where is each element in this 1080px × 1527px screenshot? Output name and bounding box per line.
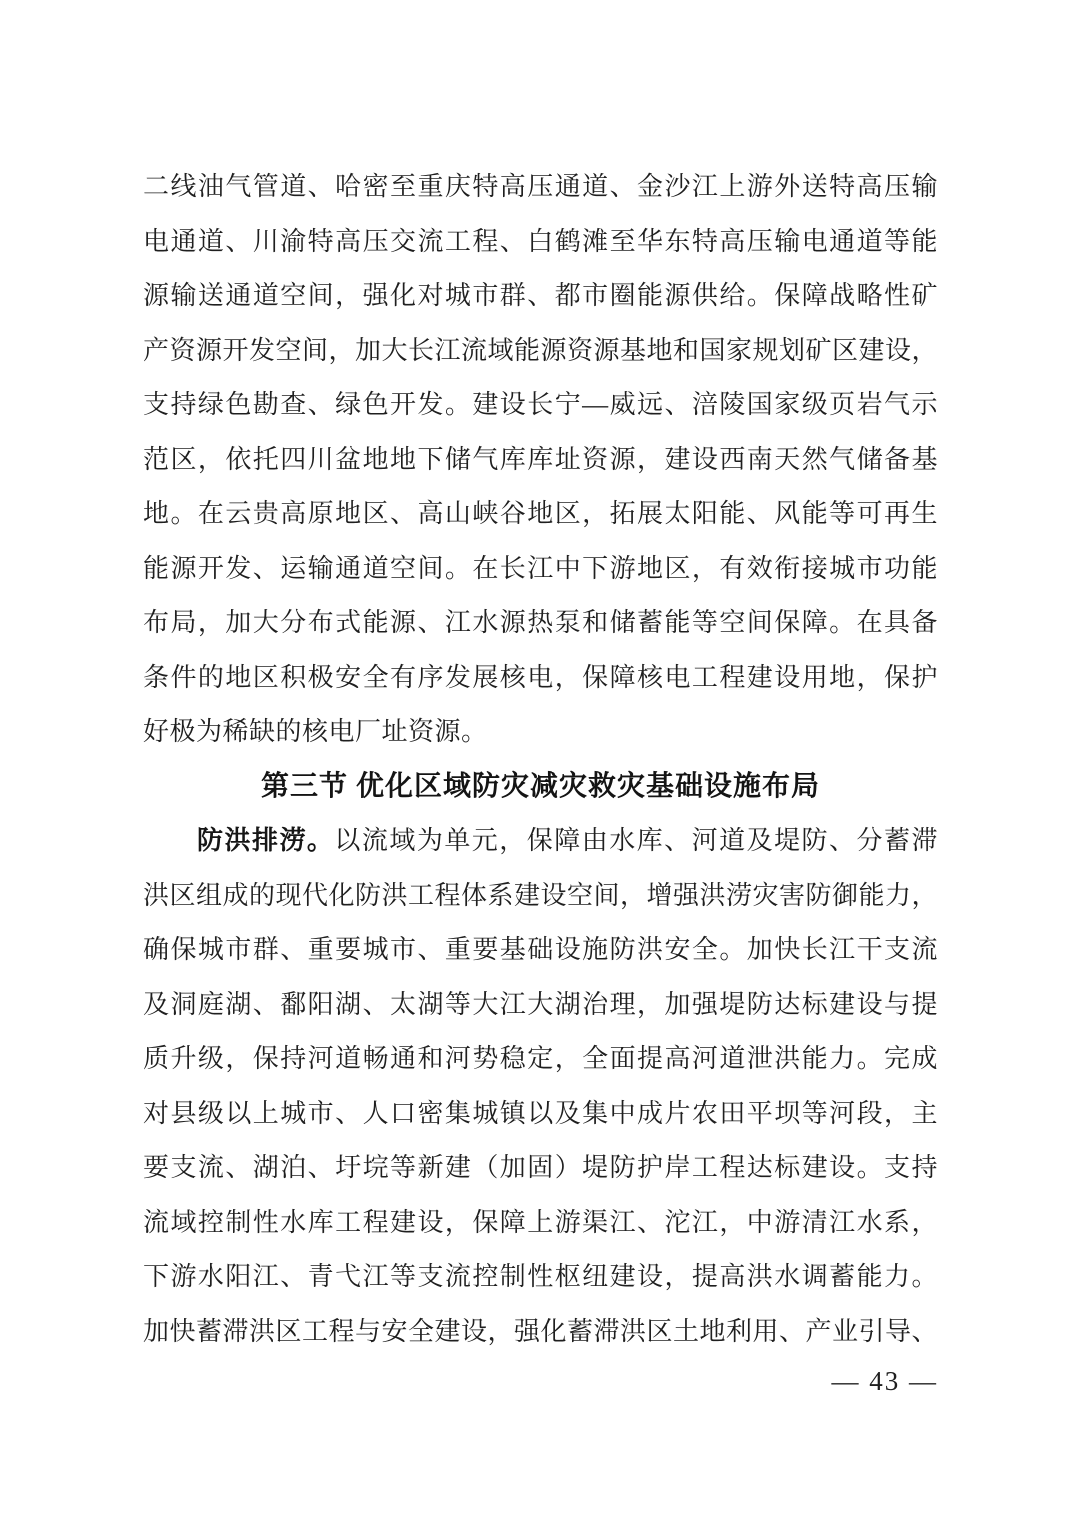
- body-line: 及洞庭湖、鄱阳湖、太湖等大江大湖治理，加强堤防达标建设与提: [143, 989, 938, 1019]
- body-line: 流域控制性水库工程建设，保障上游渠江、沱江，中游清江水系，: [143, 1207, 938, 1237]
- body-line: 二线油气管道、哈密至重庆特高压通道、金沙江上游外送特高压输: [143, 172, 938, 201]
- section-heading: 第三节 优化区域防灾减灾救灾基础设施布局: [260, 770, 820, 802]
- body-line: 加快蓄滞洪区工程与安全建设，强化蓄滞洪区土地利用、产业引导、: [143, 1316, 938, 1346]
- body-line: 要支流、湖泊、圩垸等新建（加固）堤防护岸工程达标建设。支持: [143, 1153, 938, 1182]
- body-line: 能源开发、运输通道空间。在长江中下游地区，有效衔接城市功能: [143, 553, 938, 583]
- body-line: 对县级以上城市、人口密集城镇以及集中成片农田平坝等河段，主: [143, 1098, 938, 1128]
- body-line: [143, 814, 938, 869]
- body-line: 范区，依托四川盆地地下储气库库址资源，建设西南天然气储备基: [143, 444, 938, 474]
- paragraph-lead: 防洪排涝。: [197, 826, 335, 855]
- body-line: 确保城市群、重要城市、重要基础设施防洪安全。加快长江干支流: [143, 935, 938, 964]
- body-line: 下游水阳江、青弋江等支流控制性枢纽建设，提高洪水调蓄能力。: [143, 1262, 938, 1291]
- body-line: 支持绿色勘查、绿色开发。建设长宁—威远、涪陵国家级页岩气示: [143, 390, 938, 419]
- text-block: [143, 160, 938, 1359]
- body-line: 洪区组成的现代化防洪工程体系建设空间，增强洪涝灾害防御能力，: [143, 880, 938, 910]
- page-number: — 43 —: [831, 1366, 938, 1396]
- body-line: 条件的地区积极安全有序发展核电，保障核电工程建设用地，保护: [143, 662, 938, 692]
- body-line: 布局，加大分布式能源、江水源热泵和储蓄能等空间保障。在具备: [143, 608, 938, 637]
- body-line: 好极为稀缺的核电厂址资源。: [143, 717, 488, 746]
- body-line: 源输送通道空间，强化对城市群、都市圈能源供给。保障战略性矿: [143, 281, 938, 310]
- body-line: 电通道、川渝特高压交流工程、白鹤滩至华东特高压输电通道等能: [143, 226, 938, 256]
- body-line: 地。在云贵高原地区、高山峡谷地区，拓展太阳能、风能等可再生: [143, 499, 938, 528]
- body-line: 质升级，保持河道畅通和河势稳定，全面提高河道泄洪能力。完成: [143, 1044, 938, 1073]
- body-line: 产资源开发空间，加大长江流域能源资源基地和国家规划矿区建设，: [143, 335, 938, 365]
- body-line-text: 以流域为单元，保障由水库、河道及堤防、分蓄滞: [334, 826, 938, 855]
